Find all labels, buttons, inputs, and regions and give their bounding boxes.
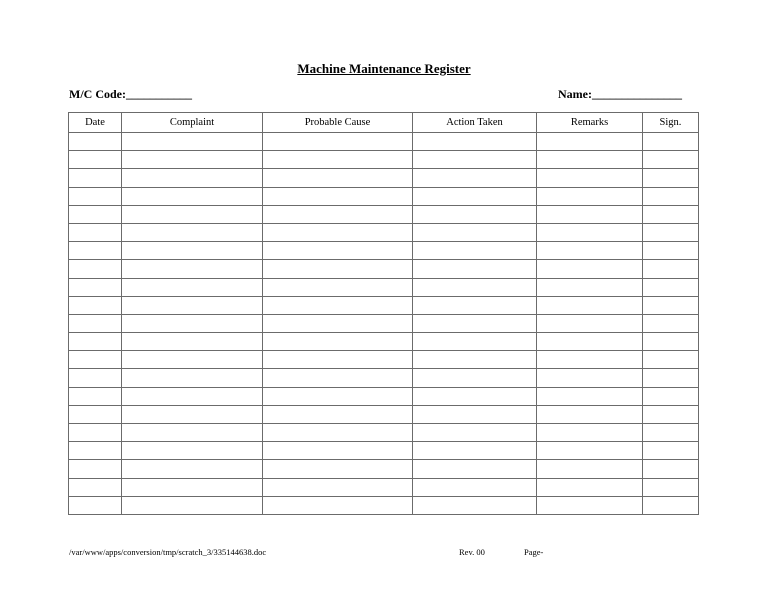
table-cell — [263, 496, 413, 514]
table-row — [69, 169, 699, 187]
table-cell — [537, 314, 643, 332]
table-cell — [643, 314, 699, 332]
table-cell — [643, 424, 699, 442]
table-row — [69, 496, 699, 514]
table-cell — [413, 369, 537, 387]
table-cell — [537, 169, 643, 187]
table-cell — [263, 278, 413, 296]
table-cell — [69, 351, 122, 369]
table-cell — [69, 314, 122, 332]
table-cell — [537, 460, 643, 478]
table-cell — [643, 296, 699, 314]
table-cell — [537, 151, 643, 169]
table-row — [69, 478, 699, 496]
table-cell — [69, 278, 122, 296]
table-cell — [643, 133, 699, 151]
footer-file-path: /var/www/apps/conversion/tmp/scratch_3/335144638.doc — [69, 547, 267, 557]
table-cell — [537, 333, 643, 351]
table-cell — [413, 133, 537, 151]
table-cell — [643, 405, 699, 423]
table-cell — [122, 351, 263, 369]
table-cell — [69, 478, 122, 496]
table-cell — [69, 260, 122, 278]
table-row — [69, 242, 699, 260]
table-cell — [69, 369, 122, 387]
table-cell — [122, 133, 263, 151]
table-cell — [122, 260, 263, 278]
table-row — [69, 405, 699, 423]
table-cell — [643, 151, 699, 169]
table-cell — [537, 442, 643, 460]
table-cell — [69, 405, 122, 423]
table-cell — [537, 478, 643, 496]
table-cell — [413, 169, 537, 187]
table-cell — [537, 351, 643, 369]
table-cell — [69, 133, 122, 151]
table-body — [69, 133, 699, 515]
table-cell — [413, 260, 537, 278]
table-cell — [122, 169, 263, 187]
table-row — [69, 424, 699, 442]
table-cell — [263, 314, 413, 332]
table-cell — [537, 133, 643, 151]
table-cell — [122, 296, 263, 314]
table-cell — [413, 314, 537, 332]
mc-code-field: M/C Code:___________ — [69, 87, 192, 101]
maintenance-table — [68, 112, 699, 515]
table-cell — [643, 187, 699, 205]
table-cell — [69, 205, 122, 223]
table-row — [69, 151, 699, 169]
table-cell — [263, 242, 413, 260]
table-cell — [643, 205, 699, 223]
table-cell — [413, 351, 537, 369]
table-cell — [263, 169, 413, 187]
table-cell — [413, 424, 537, 442]
header-sign: Sign. — [643, 113, 699, 133]
table-cell — [69, 296, 122, 314]
table-cell — [122, 223, 263, 241]
table-cell — [263, 260, 413, 278]
table-cell — [537, 205, 643, 223]
table-cell — [537, 223, 643, 241]
register-title — [0, 61, 768, 77]
table-cell — [69, 387, 122, 405]
header-action-taken: Action Taken — [413, 113, 537, 133]
table-cell — [69, 169, 122, 187]
table-cell — [537, 424, 643, 442]
table-row — [69, 387, 699, 405]
table-cell — [537, 369, 643, 387]
table-cell — [122, 369, 263, 387]
table-row — [69, 351, 699, 369]
register-title-text: Machine Maintenance Register — [297, 61, 471, 76]
table-cell — [413, 405, 537, 423]
table-cell — [69, 333, 122, 351]
header-probable-cause: Probable Cause — [263, 113, 413, 133]
table-cell — [643, 442, 699, 460]
table-cell — [263, 460, 413, 478]
table-cell — [263, 478, 413, 496]
table-cell — [413, 460, 537, 478]
table-cell — [643, 478, 699, 496]
table-cell — [263, 442, 413, 460]
table-cell — [413, 223, 537, 241]
table-row — [69, 205, 699, 223]
table-cell — [643, 278, 699, 296]
table-cell — [413, 242, 537, 260]
table-cell — [413, 205, 537, 223]
table-cell — [122, 151, 263, 169]
header-date: Date — [69, 113, 122, 133]
table-cell — [122, 442, 263, 460]
table-cell — [537, 387, 643, 405]
table-cell — [413, 333, 537, 351]
table-cell — [122, 242, 263, 260]
table-cell — [263, 133, 413, 151]
table-cell — [122, 278, 263, 296]
table-cell — [643, 369, 699, 387]
table-cell — [122, 405, 263, 423]
table-row — [69, 133, 699, 151]
table-cell — [69, 187, 122, 205]
table-cell — [122, 187, 263, 205]
table-cell — [643, 351, 699, 369]
table-cell — [263, 296, 413, 314]
table-cell — [263, 351, 413, 369]
table-cell — [537, 187, 643, 205]
table-cell — [69, 460, 122, 478]
table-cell — [122, 460, 263, 478]
table-cell — [122, 205, 263, 223]
table-cell — [643, 223, 699, 241]
table-row — [69, 333, 699, 351]
header-remarks: Remarks — [537, 113, 643, 133]
table-row — [69, 260, 699, 278]
table-cell — [263, 405, 413, 423]
table-cell — [537, 278, 643, 296]
table-cell — [643, 242, 699, 260]
table-cell — [69, 151, 122, 169]
table-cell — [413, 151, 537, 169]
table-cell — [122, 478, 263, 496]
table-cell — [643, 260, 699, 278]
header-complaint: Complaint — [122, 113, 263, 133]
table-cell — [643, 169, 699, 187]
table-cell — [537, 296, 643, 314]
table-cell — [263, 151, 413, 169]
table-cell — [413, 278, 537, 296]
table-cell — [263, 187, 413, 205]
footer-revision: Rev. 00 — [459, 547, 485, 557]
table-cell — [643, 460, 699, 478]
table-row — [69, 187, 699, 205]
table-row — [69, 223, 699, 241]
table-row — [69, 460, 699, 478]
table-cell — [643, 387, 699, 405]
footer-page: Page- — [524, 547, 544, 557]
table-cell — [69, 242, 122, 260]
table-row — [69, 369, 699, 387]
table-header-row — [69, 113, 699, 133]
table-cell — [263, 223, 413, 241]
table-cell — [69, 223, 122, 241]
table-cell — [122, 424, 263, 442]
table-cell — [122, 333, 263, 351]
table-cell — [413, 496, 537, 514]
name-field: Name:_______________ — [558, 87, 682, 101]
table-cell — [263, 205, 413, 223]
table-cell — [69, 442, 122, 460]
table-cell — [413, 387, 537, 405]
table-row — [69, 442, 699, 460]
table-cell — [413, 442, 537, 460]
table-cell — [413, 296, 537, 314]
table-cell — [537, 496, 643, 514]
table-cell — [537, 405, 643, 423]
table-cell — [263, 333, 413, 351]
table-row — [69, 278, 699, 296]
table-cell — [643, 333, 699, 351]
table-cell — [413, 187, 537, 205]
table-cell — [122, 314, 263, 332]
table-cell — [122, 496, 263, 514]
table-cell — [263, 369, 413, 387]
table-cell — [69, 496, 122, 514]
table-cell — [263, 387, 413, 405]
table-cell — [263, 424, 413, 442]
table-cell — [643, 496, 699, 514]
table-row — [69, 296, 699, 314]
table-cell — [537, 242, 643, 260]
table-row — [69, 314, 699, 332]
table-cell — [69, 424, 122, 442]
table-cell — [537, 260, 643, 278]
table-cell — [413, 478, 537, 496]
table-cell — [122, 387, 263, 405]
